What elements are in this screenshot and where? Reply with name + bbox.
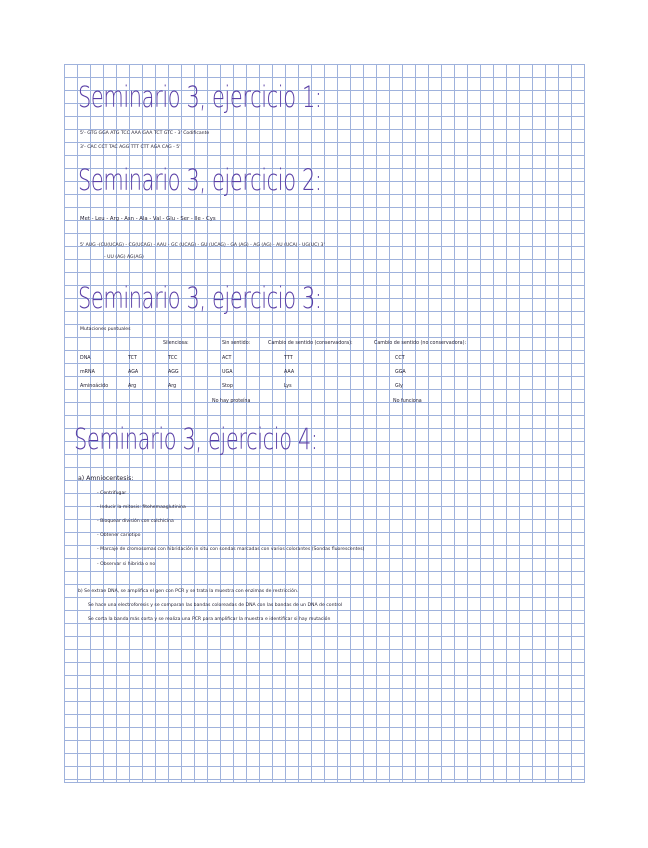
section4-part-b-line: b) Se extrae DNA, se amplifica el gen con PCR y se trata la muestra con enzimas de restricción. bbox=[78, 589, 299, 594]
section2-title: Seminario 3, ejercicio 2: bbox=[78, 163, 322, 197]
list-item: - Marcaje de cromosomas con hibridación in situ con sondas marcadas con varios colorantes (Sondas fluorescentes) bbox=[97, 547, 365, 552]
table-cell: Lys bbox=[284, 384, 292, 389]
list-item: - Observar si hibrida o no bbox=[97, 562, 156, 567]
section2-mrna-alternatives: - UU (AG) AG(AG) bbox=[104, 255, 144, 260]
table-header-silent: Silenciosa: bbox=[163, 341, 189, 346]
section1-title: Seminario 3, ejercicio 1: bbox=[78, 80, 322, 114]
table-row-label: mRNA bbox=[80, 370, 95, 375]
list-item: - Obtener cariotipo bbox=[97, 533, 141, 538]
section3-title: Seminario 3, ejercicio 3: bbox=[78, 281, 322, 315]
section2-mrna-sequence: 5' AUG -(CU(UCAG) - CG(UCAG) - AAU - GC (UCAG) - GU (UCAG) - GA (AG) - AG (AG) - AU (UCA) - UG(UC) 3' bbox=[80, 243, 325, 248]
table-cell: Arg bbox=[128, 384, 137, 389]
table-header-nonsense: Sin sentido: bbox=[222, 341, 251, 346]
list-item: - Centrifugar bbox=[97, 491, 127, 496]
section4-part-b-line: Se hace una electroforesis y se comparan las bandas coloreadas de DNA con las bandas de un DNA de control bbox=[88, 603, 343, 608]
table-row-label: DNA bbox=[80, 356, 91, 361]
table-cell: TCC bbox=[168, 356, 178, 361]
list-item: - Bloquear división con colchicina bbox=[97, 519, 174, 524]
table-cell: TTT bbox=[284, 356, 293, 361]
list-item: - Inducir la mitosis: fitohemaaglutinina bbox=[97, 505, 186, 510]
section4-title: Seminario 3, ejercicio 4: bbox=[74, 422, 318, 456]
table-row-label: Aminoácido bbox=[80, 384, 109, 389]
section3-subtitle: Mutaciones puntuales bbox=[80, 327, 131, 332]
table-cell: AGA bbox=[128, 370, 139, 375]
section1-template-strand: 3'- CAC CCT TAC AGG TTT CTT AGA CAG - 5' bbox=[80, 145, 181, 150]
note-not-functional: No funciona bbox=[393, 399, 422, 404]
table-cell: Stop bbox=[222, 384, 233, 389]
table-cell: AAA bbox=[284, 370, 295, 375]
table-cell: TCT bbox=[128, 356, 137, 361]
table-cell: Arg bbox=[168, 384, 177, 389]
table-cell: AGG bbox=[168, 370, 179, 375]
section1-coding-strand: 5'- GTG GGA ATG TCC AAA GAA TCT GTC - 3' Codificante bbox=[80, 131, 210, 136]
section2-protein-sequence: Met - Leu - Arg - Asn - Ala - Val - Glu - Ser - Ile - Cys bbox=[80, 216, 216, 222]
note-no-protein: No hay proteína bbox=[212, 399, 251, 404]
table-cell: CCT bbox=[395, 356, 405, 361]
table-cell: UGA bbox=[222, 370, 233, 375]
table-header-nonconservative: Cambio de sentido (no conservadora): bbox=[374, 341, 467, 346]
table-cell: ACT bbox=[222, 356, 232, 361]
table-header-conservative: Cambio de sentido (conservadora): bbox=[268, 341, 353, 346]
section4-part-a-label: a) Amniocentesis: bbox=[78, 475, 134, 482]
section4-part-b-line: Se corta la banda más corta y se realiza una PCR para amplificar la muestra e identificar si hay mutación bbox=[88, 617, 331, 622]
table-cell: GGA bbox=[395, 370, 406, 375]
table-cell: Gly bbox=[395, 384, 403, 389]
